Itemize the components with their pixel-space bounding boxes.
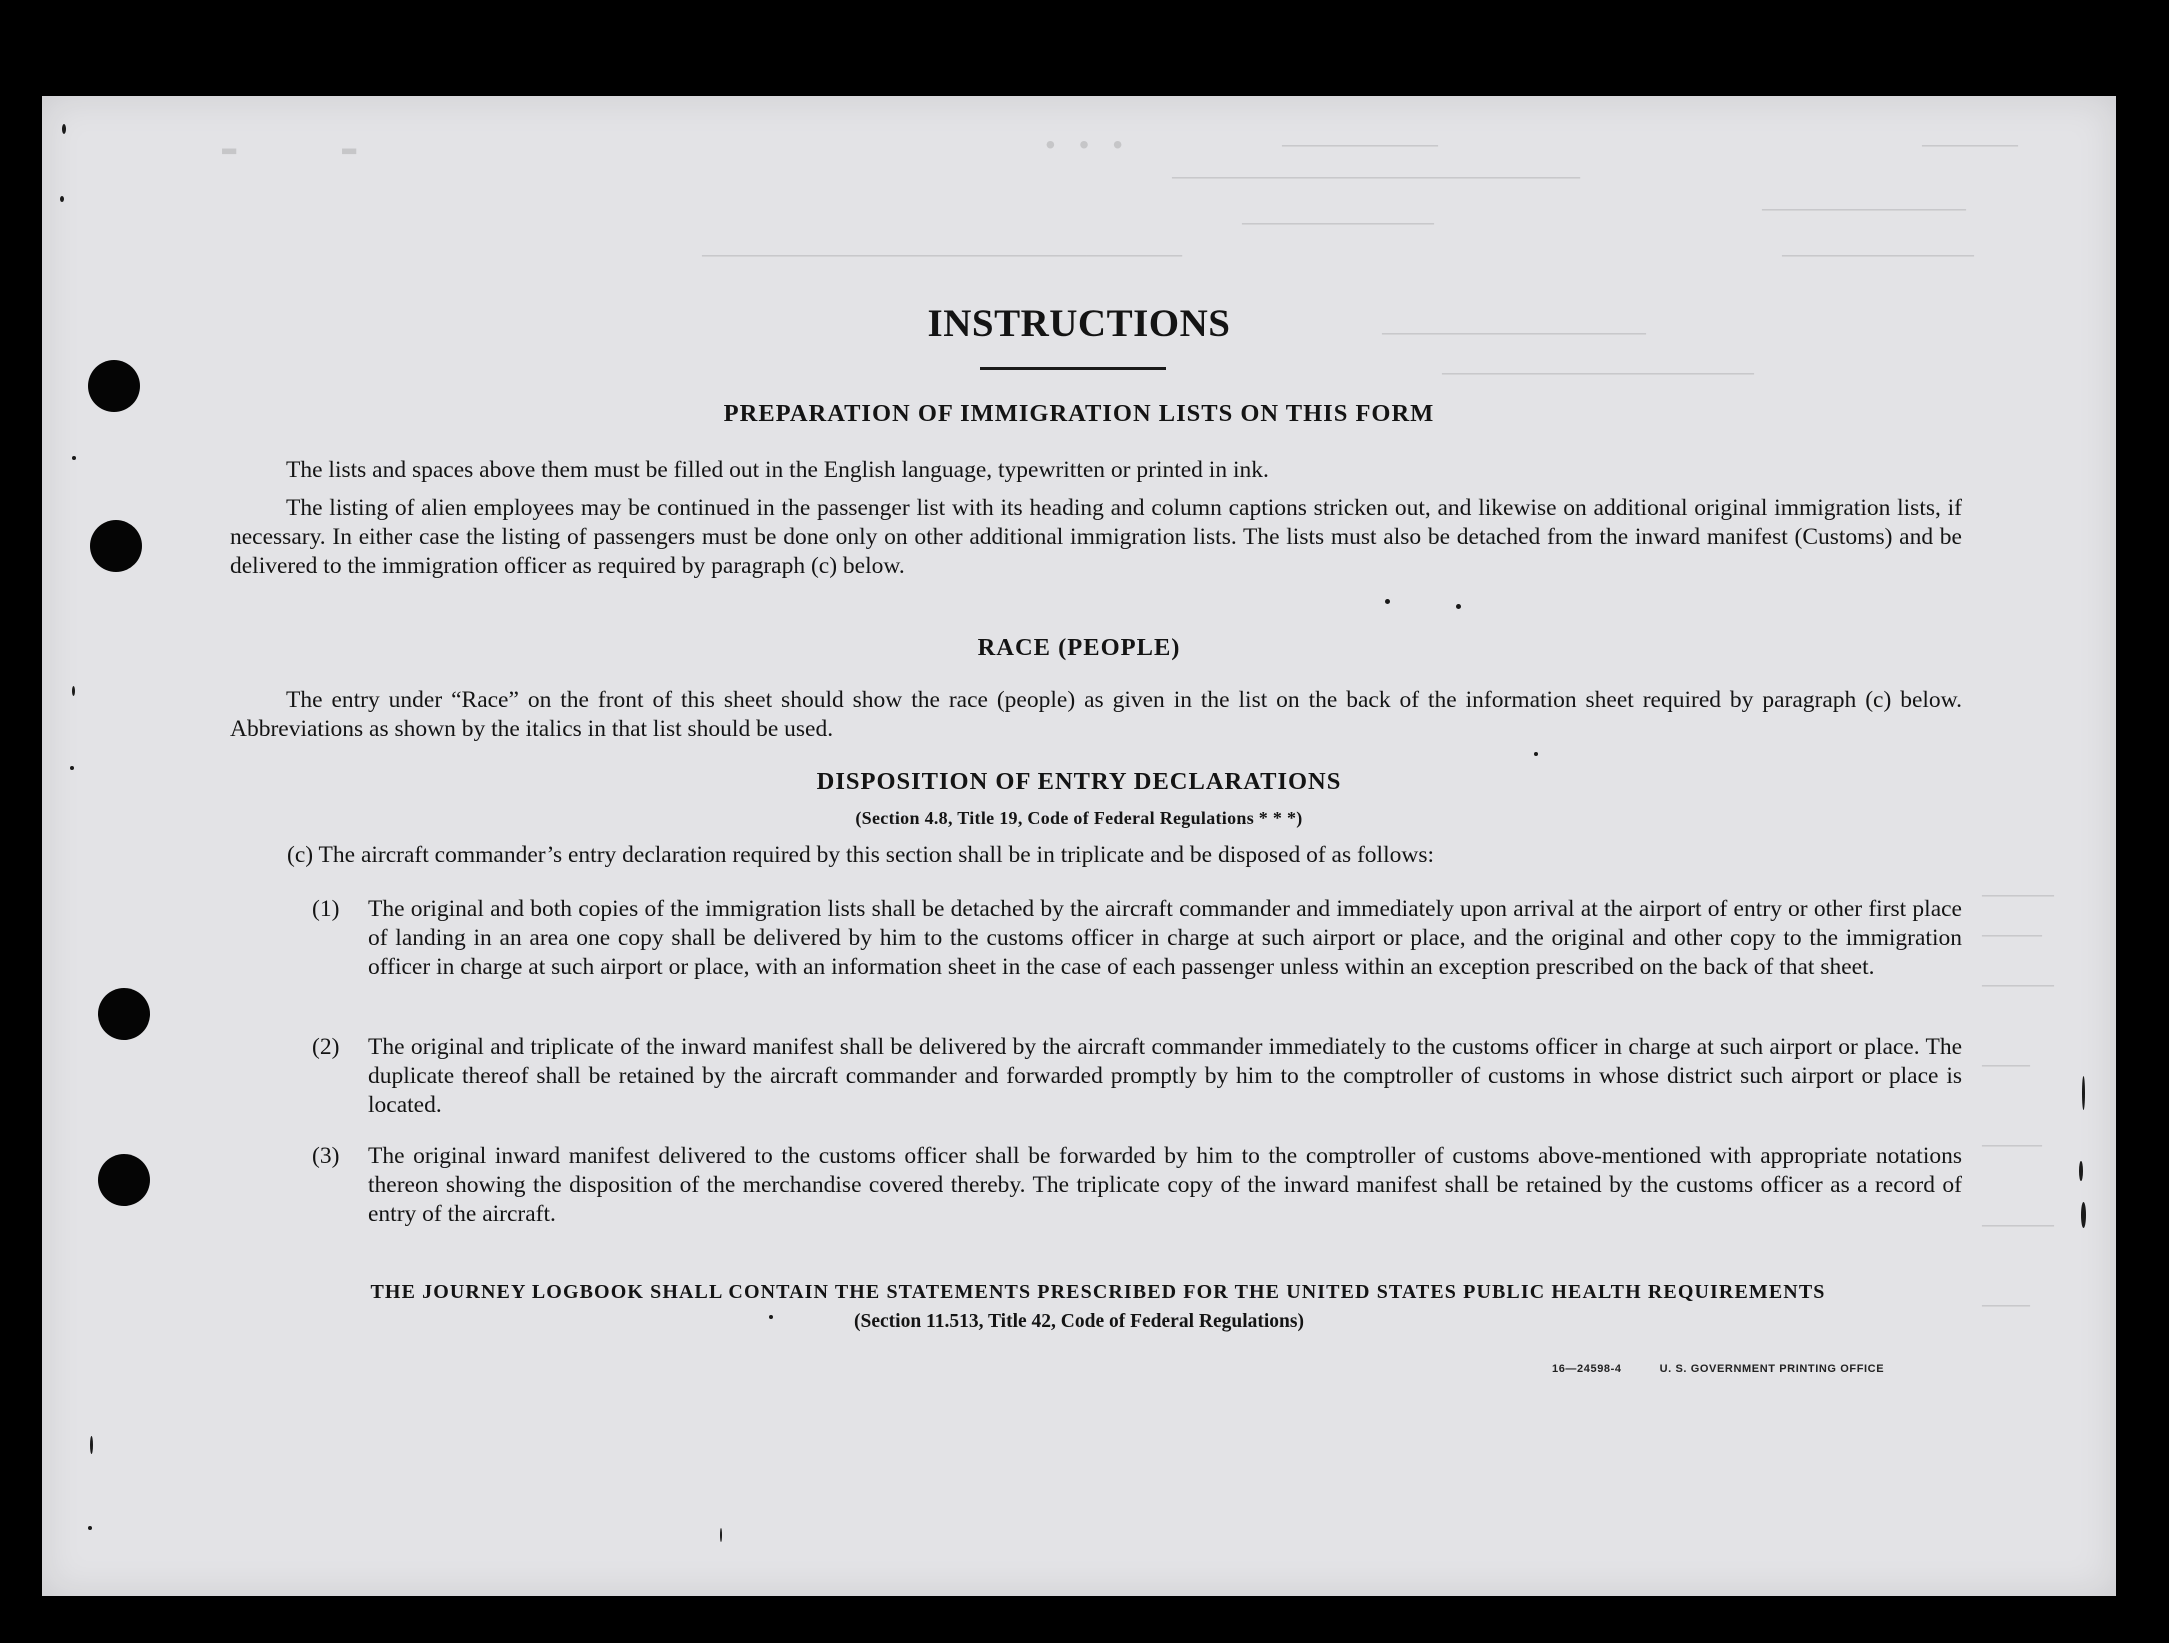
- punch-hole: [90, 520, 142, 572]
- printer-name: U. S. GOVERNMENT PRINTING OFFICE: [1659, 1363, 1885, 1375]
- bleed-through-text: ────────────────: [1242, 214, 1435, 237]
- bleed-through-text: ────: [1982, 1296, 2031, 1319]
- bleed-through-text: ─────: [1982, 926, 2043, 949]
- clause-label: (c): [287, 842, 314, 868]
- bleed-through-text: ────────: [1922, 136, 2019, 159]
- clause-text: The aircraft commander’s entry declaration required by this section shall be in triplicate and be disposed of as follows:: [318, 842, 1435, 868]
- bleed-through-text: ──────────────────────: [1382, 324, 1647, 347]
- list-item: [312, 895, 1962, 982]
- scan-speck: [72, 686, 75, 696]
- bleed-through-text: ─────: [1982, 1136, 2043, 1159]
- bleed-through-text: ──────────────────────────: [1442, 364, 1755, 387]
- bleed-through-text: ──────: [1982, 976, 2055, 999]
- section-heading-race: RACE (PEOPLE): [977, 634, 1181, 661]
- scan-speck: [72, 456, 76, 460]
- list-item-number: (3): [312, 1143, 340, 1169]
- logbook-notice: THE JOURNEY LOGBOOK SHALL CONTAIN THE STATEMENTS PRESCRIBED FOR THE UNITED STATES PUBLIC HEALTH REQUIREMENTS: [370, 1281, 1826, 1303]
- scan-speck: [1385, 599, 1390, 604]
- list-item-text: The original inward manifest delivered to the customs officer shall be forwarded by him to the comptroller of customs above-mentioned with appropriate notations thereon showing the disposition of the merchandise covered thereby. The triplicate copy of the inward manifest shall be retained by the customs officer as a record of entry of the aircraft.: [368, 1143, 1962, 1227]
- scan-speck: [1534, 752, 1538, 756]
- bleed-through-text: ─────────────: [1282, 136, 1439, 159]
- bleed-through-text: ─────────────────: [1762, 200, 1967, 223]
- scan-speck: [1456, 604, 1461, 609]
- list-item-number: (1): [312, 896, 340, 922]
- bleed-through-text: ──────────────────────────────────: [1172, 168, 1581, 191]
- list-item-text: The original and both copies of the immigration lists shall be detached by the aircraft commander and immediately upon arrival at the airport of entry or other first place of landing in an area one copy shall be delivered by him to the customs officer in charge at such airport or place, and the original and other copy to the immigration officer in charge at such airport or place, with an information sheet in the case of each passenger unless within an exception prescribed on the back of that sheet.: [368, 896, 1962, 980]
- list-item-text: The original and triplicate of the inward manifest shall be delivered by the aircraft commander immediately to the customs officer in charge at such airport or place. The duplicate thereof shall be retained by the aircraft commander and forwarded promptly by him to the comptroller of customs in whose district such airport or place is located.: [368, 1034, 1962, 1118]
- list-item: [312, 1142, 1962, 1229]
- scan-speck: [2082, 1076, 2085, 1110]
- scan-speck: [720, 1528, 722, 1542]
- section-heading-disposition: DISPOSITION OF ENTRY DECLARATIONS: [816, 768, 1342, 795]
- section-heading-preparation: PREPARATION OF IMMIGRATION LISTS ON THIS FORM: [723, 400, 1435, 427]
- scan-speck: [88, 1526, 92, 1530]
- paragraph-preparation-2: The listing of alien employees may be continued in the passenger list with its heading and column captions stricken out, and likewise on additional original immigration lists, if necessary. In either case the listing of passengers must be done only on other additional immigration lists. The lists must also be detached from the inward manifest (Customs) and be delivered to the immigration officer as required by paragraph (c) below.: [230, 495, 1962, 579]
- paragraph-race: The entry under “Race” on the front of this sheet should show the race (people) as given in the list on the back of the information sheet required by paragraph (c) below. Abbreviations as shown by the italics in that list should be used.: [230, 687, 1962, 742]
- bleed-through-text: ▬: [342, 136, 357, 163]
- punch-hole: [98, 1154, 150, 1206]
- scan-speck: [60, 196, 64, 202]
- bleed-through-text: ──────: [1982, 886, 2055, 909]
- document-title: INSTRUCTIONS: [927, 302, 1231, 345]
- bleed-through-text: ────────────────────────────────────────: [702, 246, 1183, 269]
- form-code: 16—24598-4: [1552, 1363, 1622, 1375]
- scan-speck: [2079, 1161, 2083, 1181]
- bleed-through-text: ▬: [222, 136, 237, 163]
- paragraph-preparation-1: The lists and spaces above them must be filled out in the English language, typewritten or printed in ink.: [286, 457, 1269, 483]
- bleed-through-text: ────────────────: [1782, 246, 1975, 269]
- scan-speck: [90, 1436, 93, 1454]
- scan-speck: [62, 124, 66, 134]
- list-item: [312, 1033, 1962, 1120]
- bleed-through-text: ──────: [1982, 1216, 2055, 1239]
- scan-speck: [2081, 1202, 2086, 1228]
- clause-c: [287, 841, 1434, 870]
- title-underline: [980, 367, 1166, 370]
- bleed-through-text: ────: [1982, 1056, 2031, 1079]
- logbook-citation: (Section 11.513, Title 42, Code of Federal Regulations): [854, 1311, 1304, 1332]
- printer-imprint: [1552, 1363, 1922, 1375]
- document-page: [42, 96, 2116, 1596]
- bleed-through-text: • • •: [1042, 132, 1127, 163]
- list-item-number: (2): [312, 1034, 340, 1060]
- punch-hole: [98, 988, 150, 1040]
- disposition-citation: (Section 4.8, Title 19, Code of Federal Regulations * * *): [855, 808, 1303, 828]
